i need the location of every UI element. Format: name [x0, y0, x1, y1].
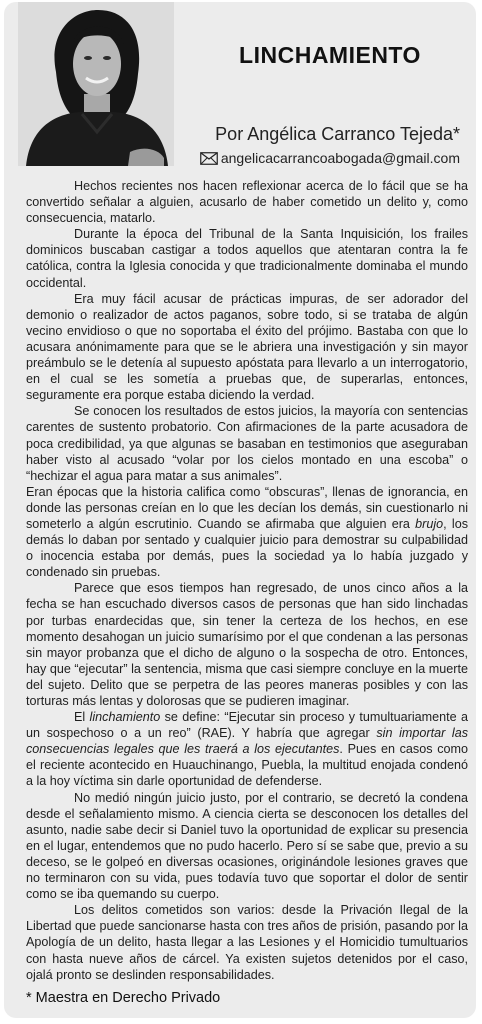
paragraph-1: Hechos recientes nos hacen reflexionar acerca de lo fácil que se ha convertido señalar a alguien, acusarlo de haber cometido un delito y, como consecuencia, matarlo.: [26, 179, 468, 226]
paragraph-4: Se conocen los resultados de estos juicios, la mayoría con sentencias carentes de sustento probatorio. Con afirmaciones de la parte acusadora de poca credibilidad, ya que algunas se basaban en testimonios que aseguraban haber visto al acusado “volar por los cielos montado en una escoba” o “hechizar el agua para matar a sus animales”.: [26, 404, 468, 483]
email-address[interactable]: angelicacarrancoabogada@gmail.com: [220, 150, 460, 166]
author-footnote: * Maestra en Derecho Privado: [26, 990, 221, 1006]
author-portrait-image: [18, 2, 174, 166]
paragraph-7: [26, 709, 468, 789]
paragraph-7-emphasis-2: sin importar las consecuencias legales que les traerá a los ejecutantes: [26, 726, 468, 757]
paragraph-2: Durante la época del Tribunal de la Santa Inquisición, los frailes dominicos buscaban castigar a todos aquellos que atentaran contra la fe católica, contra la Iglesia conocida y que tradicionalmente dominaba el mundo occidental.: [26, 227, 468, 290]
paragraph-9: Los delitos cometidos son varios: desde la Privación Ilegal de la Libertad que puede sancionarse hasta con tres años de prisión, pasando por la Apología de un delito, hasta llegar a las Lesiones y el Homicidio tumultuarios con hasta nueve años de cárcel. Ya existen sujetos detenidos por el caso, ojalá pronto se deslinden responsabilidades.: [26, 903, 468, 982]
paragraph-7-text-end: . Pues en casos como el reciente acontecido en Huauchinango, Puebla, la multitud enojada condenó a la hoy víctima sin darle oportunidad de defenderse.: [26, 742, 468, 789]
paragraph-8: No medió ningún juicio justo, por el contrario, se decretó la condena desde el señalamiento mismo. A ciencia cierta se desconocen los detalles del asunto, nadie sabe decir si Daniel tuvo la oportunidad de explicar su presencia en el lugar, entendemos que no pudo hacerlo. Pero sí se sabe que, previo a su deceso, se le golpeó en diversas ocasiones, originándole lesiones graves que no terminaron con su vida, pues todavía tuvo que soportar el dolor de sentir como se iba quemando su cuerpo.: [26, 790, 468, 902]
paragraph-7-emphasis: linchamiento: [89, 710, 161, 725]
author-photo: [18, 2, 174, 166]
paragraph-5: [26, 484, 468, 581]
paragraph-6: Parece que esos tiempos han regresado, de unos cinco años a la fecha se han escuchado diversos casos de personas que han sido linchadas por turbas enardecidas que, sin tener la certeza de los hechos, en ese momento desahogan un juicio sumarísimo por el que condenan a las personas sin mayor probanza que el dicho de alguno o la sospecha de otro. Entonces, hay que “ejecutar” la sentencia, misma que casi siempre concluye en la muerte del sujeto. Delito que se perpetra de las peores maneras posibles y con las torturas más lentas y dolorosas que se pudieren imaginar.: [26, 581, 468, 708]
paragraph-7-text-mid: se define: “Ejecutar sin proceso y tumultuariamente a un sospechoso o a un reo” (RAE). Y habría que agregar: [26, 710, 468, 741]
author-email[interactable]: [200, 150, 460, 166]
author-byline: Por Angélica Carranco Tejeda*: [215, 124, 460, 144]
paragraph-3: Era muy fácil acusar de prácticas impuras, de ser adorador del demonio o realizador de actos paganos, sobre todo, si se trataba de algún vecino envidioso o que no soportaba el éxito del prójimo. Bastaba con que lo acusara anónimamente para que se le abriera una investigación y sin mayor preámbulo se le detenía al supuesto apóstata para llevarlo a un interrogatorio, en el cual se les sometía a pruebas que, de superarlas, entonces, seguramente era porque estaba diciendo la verdad.: [26, 291, 468, 403]
article-body: [26, 178, 468, 983]
article-card: [4, 2, 476, 1018]
paragraph-5-text-end: , los demás lo daban por sentado y cualquier juicio para demostrar su culpabilidad o inocencia estaba por demás, pues la sociedad ya lo había juzgado y condenado sin pruebas.: [26, 516, 468, 580]
article-title: LINCHAMIENTO: [239, 42, 421, 68]
paragraph-7-text: El: [74, 710, 90, 725]
envelope-icon: [200, 152, 218, 165]
paragraph-5-emphasis: brujo: [415, 516, 444, 531]
paragraph-5-text: Eran épocas que la historia califica como “obscuras”, llenas de ignorancia, en donde las personas creían en lo que les decían los demás, sin cuestionarlo ni someterlo a algún escrutinio. Cuando se afirmaba que alguien era: [26, 484, 468, 531]
